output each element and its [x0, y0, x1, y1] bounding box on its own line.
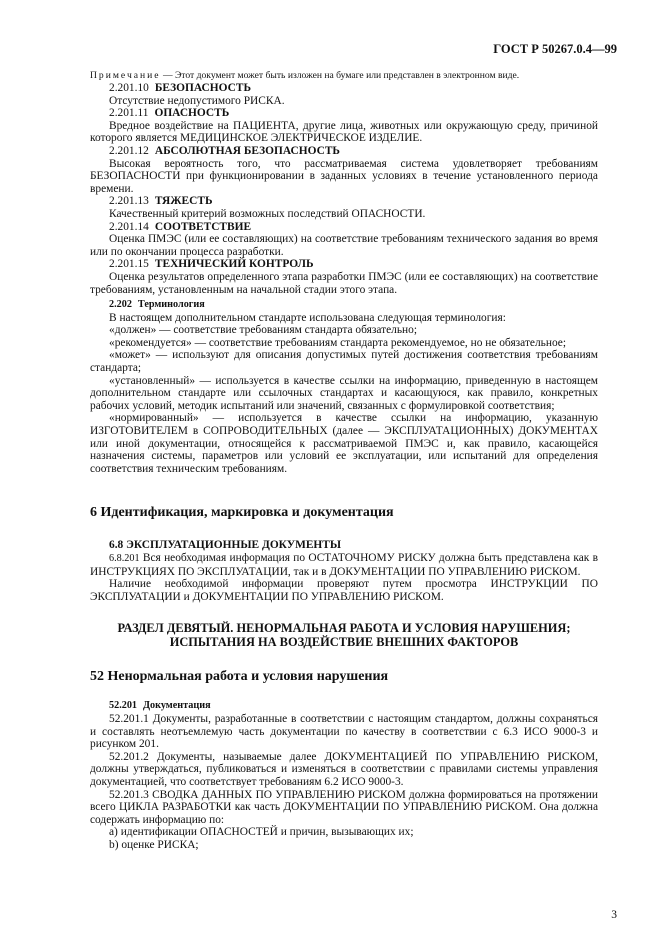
- section-52-title: 52 Ненормальная работа и условия нарушения: [90, 669, 389, 685]
- term-number: 2.201.13: [109, 195, 149, 208]
- para-6-8-201: [90, 552, 598, 578]
- term-number: 2.201.10: [109, 82, 149, 94]
- term-name: АБСОЛЮТНАЯ БЕЗОПАСНОСТЬ: [154, 144, 340, 157]
- document-code: ГОСТ Р 50267.0.4—99: [493, 42, 617, 56]
- terminology-item: «установленный» — используется в качестве ссылки на информацию, приведенную в настоящем дополнительном стандарте или ссылочных стандартах и касающуюся, как правило, конкретных рабочих условий, методик испытаний или значений, связанных с формулировкой соответствия;: [90, 374, 598, 412]
- page-body: [90, 70, 598, 852]
- terminology-heading: [90, 298, 598, 312]
- term-name: СООТВЕТСТВИЕ: [154, 220, 252, 233]
- terms-list: [90, 82, 598, 296]
- section-52-list: [90, 826, 598, 851]
- term-name: ТЯЖЕСТЬ: [154, 195, 213, 208]
- terminology-num: 2.202: [109, 299, 132, 311]
- terminology-title: Терминология: [137, 299, 205, 311]
- term-number: 2.201.14: [109, 220, 149, 233]
- term-number: 2.201.15: [109, 258, 149, 271]
- term-name: БЕЗОПАСНОСТЬ: [154, 82, 251, 94]
- list-item: b) оценке РИСКА;: [109, 838, 199, 851]
- term-heading: [90, 258, 598, 271]
- section-52-paragraph: 52.201.3 СВОДКА ДАННЫХ ПО УПРАВЛЕНИЮ РИСКОМ должна формироваться на протяжении всего ЦИКЛА РАЗРАБОТКИ как часть ДОКУМЕНТАЦИИ ПО УПРАВЛЕНИЮ РИСКОМ. Она должна содержать информацию по:: [90, 788, 598, 826]
- term-definition: Оценка результатов определенного этапа разработки ПМЭС (или ее составляющих) на соответствие требованиям, установленным на начальной стадии этого этапа.: [90, 270, 598, 296]
- note-text: — Этот документ может быть изложен на бумаге или представлен в электронном виде.: [160, 70, 520, 81]
- part-9-heading: [90, 621, 598, 649]
- subsection-6-8-title: ЭКСПЛУАТАЦИОННЫЕ ДОКУМЕНТЫ: [126, 539, 342, 552]
- term-definition: Качественный критерий возможных последствий ОПАСНОСТИ.: [109, 207, 426, 220]
- term-name: ТЕХНИЧЕСКИЙ КОНТРОЛЬ: [154, 258, 314, 271]
- note-label: Примечание: [90, 70, 161, 81]
- section-52-paragraph: 52.201.1 Документы, разработанные в соответствии с настоящим стандартом, должны сохраняться и составлять неотъемлемую часть документации по качеству в соответствии с 6.3 ИСО 9000-3 и рисунком 201.: [90, 712, 598, 751]
- term-heading: [90, 195, 598, 208]
- subsection-6-8: [90, 539, 598, 552]
- terminology-item: «нормированный» — используется в качестве ссылки на информацию, указанную ИЗГОТОВИТЕЛЕМ в СОПРОВОДИТЕЛЬНЫХ (далее — ЭКСПЛУАТАЦИОННЫХ) ДОКУМЕНТАХ или иной документации, относящейся к рассматриваемой ПМЭС и, как правило, касающейся назначения системы, параметров или условий ее эксплуатации, или испытаний для определения соответствия техническим требованиям.: [90, 412, 598, 475]
- terminology-item: «может» — используют для описания допустимых путей достижения соответствия требованиям стандарта;: [90, 349, 598, 375]
- term-heading: [90, 107, 598, 120]
- term-definition: Отсутствие недопустимого РИСКА.: [109, 94, 285, 107]
- term-definition: Вредное воздействие на ПАЦИЕНТА, другие лица, животных или окружающую среду, причиной которого является МЕДИЦИНСКОЕ ЭЛЕКТРИЧЕСКОЕ ИЗДЕЛИЕ.: [90, 119, 598, 145]
- terminology-items: [90, 324, 598, 475]
- subsection-52-201-num: 52.201: [109, 700, 138, 712]
- terminology-item: «должен» — соответствие требованиям стандарта обязательно;: [109, 324, 417, 337]
- part-9-line-2: ИСПЫТАНИЯ НА ВОЗДЕЙСТВИЕ ВНЕШНИХ ФАКТОРОВ: [169, 635, 519, 650]
- subsection-52-201: [90, 699, 598, 713]
- section-52-paragraph: 52.201.2 Документы, называемые далее ДОКУМЕНТАЦИЕЙ ПО УПРАВЛЕНИЮ РИСКОМ, должны утверждаться, публиковаться и изменяться в соответствии с правилами системы управления документацией, что соответствует требованиям 6.2 ИСО 9000-3.: [90, 750, 598, 788]
- term-definition: Оценка ПМЭС (или ее составляющих) на соответствие требованиям технического задания во время или по окончании процесса разработки.: [90, 233, 598, 258]
- para-6-8-check: Наличие необходимой информации проверяют путем просмотра ИНСТРУКЦИИ ПО ЭКСПЛУАТАЦИИ и ДОКУМЕНТАЦИИ ПО УПРАВЛЕНИЮ РИСКОМ.: [90, 578, 598, 603]
- para-6-8-201-num: 6.8.201: [109, 553, 140, 564]
- term-heading: [90, 145, 598, 158]
- section-52-paragraphs: [90, 713, 598, 826]
- term-definition: Высокая вероятность того, что рассматриваемая система удовлетворяет требованиям БЕЗОПАСНОСТИ при функционировании в заданных условиях в течение установленного периода времени.: [90, 157, 598, 195]
- term-number: 2.201.12: [109, 144, 149, 157]
- terminology-item: «рекомендуется» — соответствие требованиям стандарта рекомендуемое, но не обязательное;: [109, 336, 567, 349]
- list-item: a) идентификации ОПАСНОСТЕЙ и причин, вызывающих их;: [109, 826, 414, 839]
- page-number: 3: [611, 909, 617, 921]
- term-name: ОПАСНОСТЬ: [154, 107, 230, 120]
- para-6-8-201-text: Вся необходимая информация по ОСТАТОЧНОМУ РИСКУ должна быть представлена как в ИНСТРУКЦИЯХ ПО ЭКСПЛУАТАЦИИ, так и в ДОКУМЕНТАЦИИ ПО УПРАВЛЕНИЮ РИСКОМ.: [90, 552, 598, 578]
- terminology-intro: В настоящем дополнительном стандарте использована следующая терминология:: [109, 311, 506, 324]
- term-number: 2.201.11: [109, 107, 149, 120]
- subsection-6-8-num: 6.8: [109, 539, 124, 552]
- subsection-52-201-title: Документация: [143, 700, 211, 712]
- part-9-line-1: РАЗДЕЛ ДЕВЯТЫЙ. НЕНОРМАЛЬНАЯ РАБОТА И УСЛОВИЯ НАРУШЕНИЯ;: [117, 621, 571, 636]
- note: [90, 70, 598, 82]
- term-heading: [90, 221, 598, 234]
- term-heading: [90, 82, 598, 95]
- section-6-title: 6 Идентификация, маркировка и документация: [90, 505, 394, 521]
